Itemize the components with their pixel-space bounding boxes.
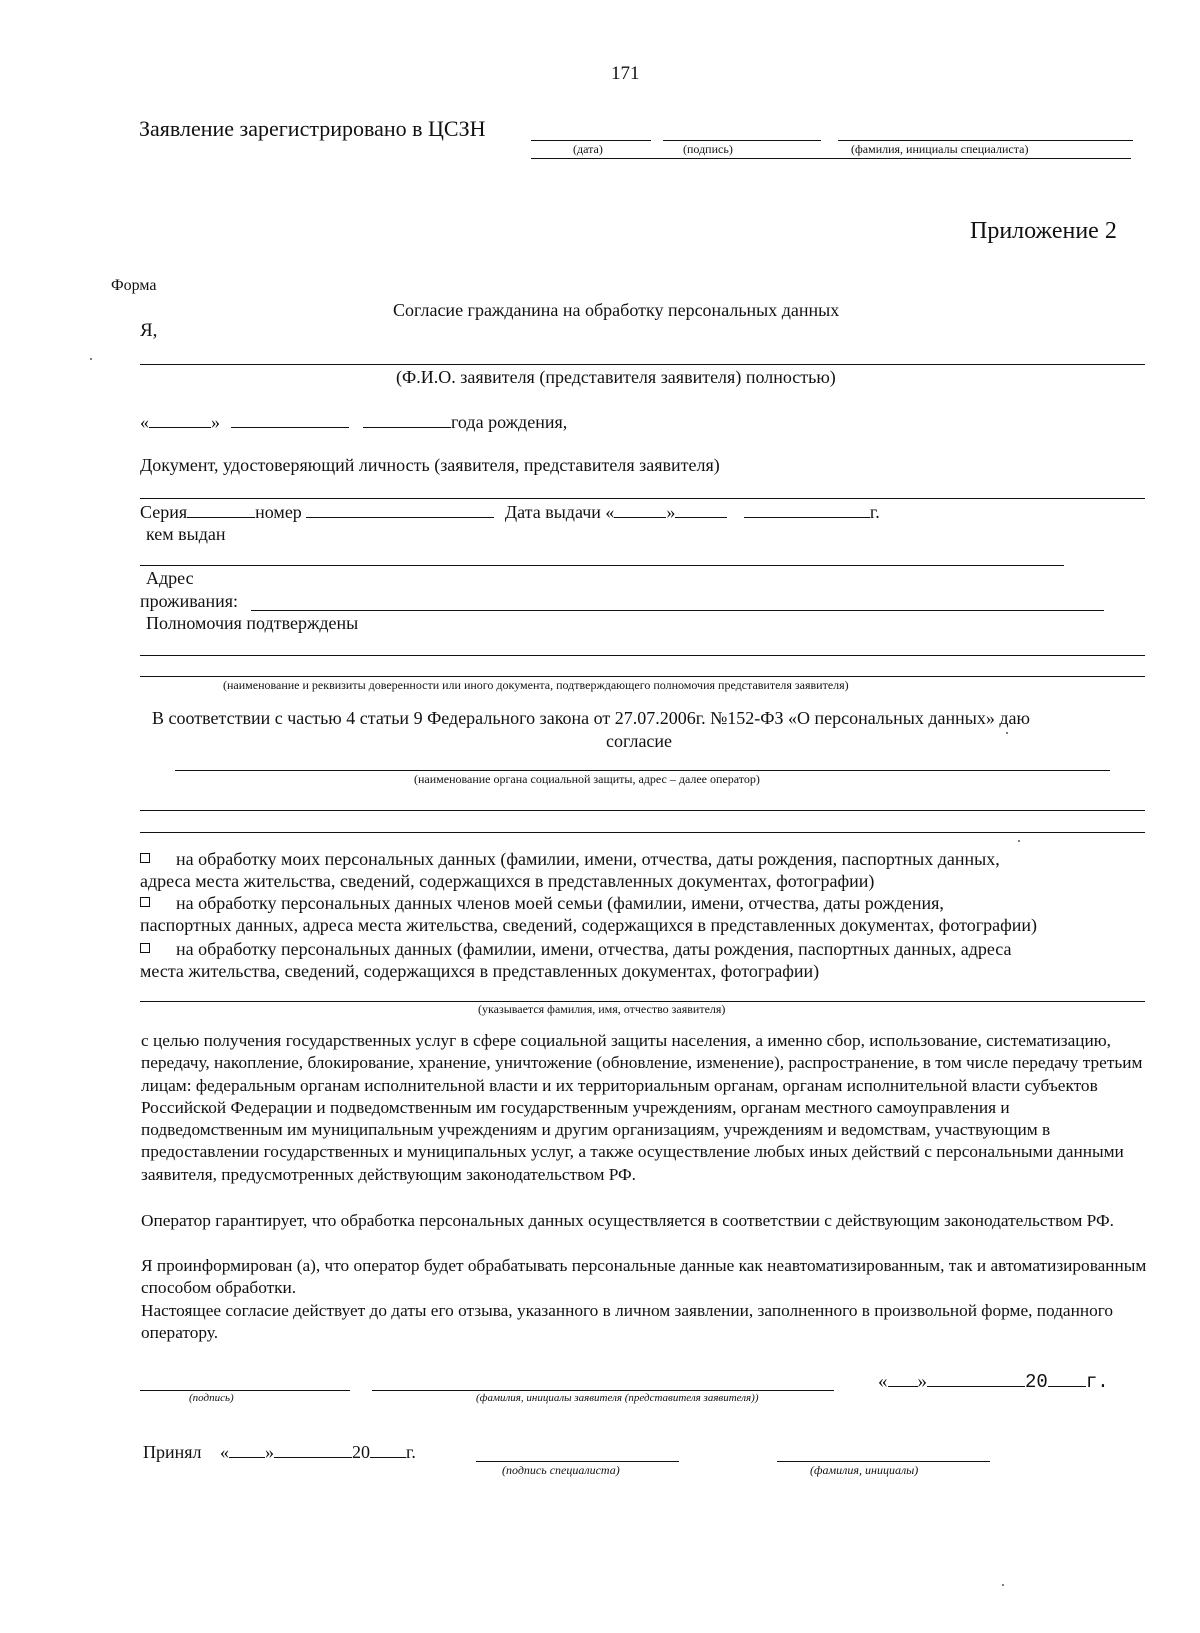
address-line — [251, 610, 1104, 611]
law-line-2: согласие — [606, 731, 673, 751]
option-consent-own: на обработку моих персональных данных (фамилии, имени, отчества, даты рождения, паспортных данных, — [140, 849, 1000, 870]
address-label-2: проживания: — [140, 591, 239, 611]
registration-label: Заявление зарегистрировано в ЦСЗН — [139, 116, 486, 141]
body-paragraph-guarantee: Оператор гарантирует, что обработка персональных данных осуществляется в соответствии с действующим законодательством РФ. — [141, 1211, 1114, 1230]
option-consent-family: на обработку персональных данных членов моей семьи (фамилии, имени, отчества, даты рождения, — [140, 893, 944, 914]
registration-specialist-line — [838, 140, 1133, 141]
option-consent-family-line-2: паспортных данных, адреса места жительства, сведений, содержащихся в представленных документах, фотографии) — [140, 915, 1038, 935]
issued-by-label: кем выдан — [146, 524, 226, 544]
law-line-1: В соответствии с частью 4 статьи 9 Федерального закона от 27.07.2006г. №152-ФЗ «О персональных данных» даю — [152, 708, 1030, 728]
applicant-name-line — [372, 1390, 834, 1391]
option-consent-other: на обработку персональных данных (фамилии, имени, отчества, даты рождения, паспортных данных, адреса — [140, 939, 1012, 960]
scan-speck — [1018, 840, 1020, 842]
year-label: г. — [869, 502, 880, 522]
body-paragraph-validity: Настоящее согласие действует до даты его отзыва, указанного в личном заявлении, заполненного в произвольной форме, поданного оператору. — [141, 1301, 1114, 1343]
applicant-date: « » 20 г. — [878, 1371, 1109, 1393]
specialist-signature-caption: (подпись специалиста) — [502, 1463, 620, 1477]
issued-by-line — [140, 565, 1064, 566]
passport-row: Серия номер Дата выдачи « » г. — [140, 502, 880, 522]
caption-signature: (подпись) — [683, 142, 733, 156]
scan-speck — [90, 358, 92, 360]
address-label-1: Адрес — [146, 568, 194, 588]
identity-document-line — [140, 498, 1145, 499]
number-label: номер — [255, 502, 302, 522]
operator-line-3 — [140, 832, 1145, 833]
powers-line-2 — [140, 676, 1145, 677]
accepted-row: Принял « » 20 г. — [143, 1442, 416, 1462]
fio-line — [140, 364, 1145, 365]
scan-speck — [1002, 1584, 1004, 1586]
series-label: Серия — [140, 502, 188, 522]
operator-line — [175, 770, 1110, 771]
applicant-caption: (указывается фамилия, имя, отчество заявителя) — [478, 1002, 726, 1016]
checkbox-family[interactable] — [140, 897, 150, 907]
issue-date-label: Дата выдачи « — [504, 502, 615, 522]
powers-line-1 — [140, 655, 1145, 656]
option-consent-other-line-2: места жительства, сведений, содержащихся в представленных документах, фотографии) — [140, 961, 820, 981]
applicant-signature-caption: (подпись) — [189, 1392, 234, 1404]
scan-speck — [1006, 732, 1008, 734]
birth-row: « » года рождения, — [140, 412, 568, 432]
page-number: 171 — [611, 63, 640, 84]
operator-caption: (наименование органа социальной защиты, адрес – далее оператор) — [414, 772, 760, 786]
checkbox-own[interactable] — [140, 853, 150, 863]
option-consent-own-line-2: адреса места жительства, сведений, содержащихся в представленных документах, фотографии) — [140, 871, 875, 891]
specialist-name-caption: (фамилия, инициалы) — [810, 1463, 919, 1477]
applicant-signature-line — [140, 1390, 350, 1391]
accepted-label: Принял — [143, 1442, 202, 1462]
caption-date: (дата) — [573, 142, 603, 156]
operator-line-2 — [140, 810, 1145, 811]
form-label: Форма — [111, 277, 157, 294]
birth-label: года рождения, — [451, 412, 568, 432]
registration-signature-line — [663, 140, 821, 141]
registration-date-line — [531, 140, 651, 141]
document-title: Согласие гражданина на обработку персональных данных — [393, 300, 840, 320]
caption-specialist: (фамилия, инициалы специалиста) — [851, 142, 1029, 156]
powers-caption: (наименование и реквизиты доверенности или иного документа, подтверждающего полномочия представителя заявителя) — [223, 678, 849, 692]
applicant-name-caption: (фамилия, инициалы заявителя (представителя заявителя)) — [476, 1392, 759, 1404]
powers-label: Полномочия подтверждены — [146, 613, 359, 633]
specialist-name-line — [777, 1461, 990, 1462]
identity-document-label: Документ, удостоверяющий личность (заявителя, представителя заявителя) — [140, 455, 720, 475]
body-paragraph-informed: Я проинформирован (а), что оператор будет обрабатывать персональные данные как неавтоматизированным, так и автоматизированным способом обработки. — [141, 1256, 1147, 1298]
ya-label: Я, — [140, 320, 158, 341]
appendix-label: Приложение 2 — [970, 218, 1117, 244]
registration-underline — [531, 158, 1131, 159]
checkbox-other[interactable] — [140, 943, 150, 953]
body-paragraph-purpose: с целью получения государственных услуг в сфере социальной защиты населения, а именно сбор, использование, систематизацию, передачу, накопление, блокирование, хранение, уничтожение (обновление, изменение), распространение, в том числе передачу третьим лицам: федеральным органам исполнительной власти и их территориальным органам, органам исполнительной власти субъектов Российской Федерации и подведомственным им государственным учреждениям, органам местного самоуправления и подведомственным им муниципальным учреждениям и другим организациям, учреждениям и ведомствам, участвующим в предоставлении государственных и муниципальных услуг, а также осуществление любых иных действий с персональными данными заявителя, предусмотренных действующим законодательством РФ. — [141, 1031, 1143, 1184]
specialist-signature-line — [476, 1461, 679, 1462]
fio-caption: (Ф.И.О. заявителя (представителя заявителя) полностью) — [396, 367, 836, 387]
